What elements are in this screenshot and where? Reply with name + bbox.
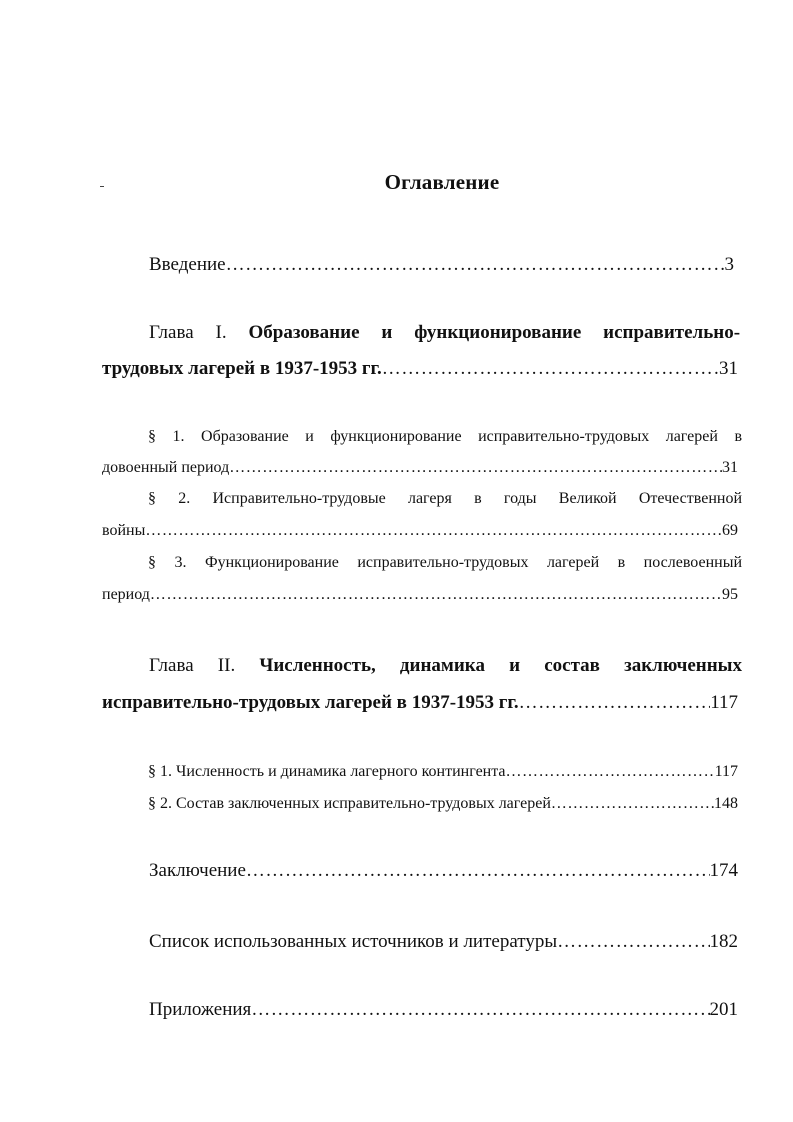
toc-entry-label: Список использованных источников и литературы: [149, 931, 558, 952]
chapter-title-part2: трудовых лагерей в 1937-1953 гг.: [102, 358, 382, 379]
toc-page-number: 117: [714, 763, 738, 780]
toc-entry-label: Заключение: [149, 860, 246, 881]
toc-section-2-2: [148, 795, 738, 813]
toc-page-number: 174: [709, 860, 738, 881]
toc-page-number: 31: [722, 459, 738, 476]
toc-entry-intro: [149, 254, 734, 276]
toc-entry-label: Введение: [149, 254, 226, 275]
dot-leader: [506, 763, 715, 781]
toc-page-number: 117: [710, 692, 738, 713]
chapter-prefix: Глава I.: [149, 322, 227, 343]
dot-leader: [246, 860, 710, 882]
dot-leader: [557, 931, 709, 953]
toc-page-number: 148: [714, 795, 738, 812]
section-title-cont: войны: [102, 522, 146, 539]
dot-leader: [519, 692, 711, 714]
toc-section-2-1: [148, 763, 738, 781]
toc-section-1-2-line1: [148, 490, 742, 508]
dot-leader: [150, 586, 722, 604]
toc-entry-appendix: [149, 999, 738, 1021]
section-title: § 1. Образование и функционирование исправительно-трудовых лагерей в: [148, 428, 742, 445]
dot-leader: [551, 795, 714, 813]
page-title: Оглавление: [384, 170, 500, 194]
toc-chapter-2-line1: [149, 655, 742, 677]
toc-entry-label: Приложения: [149, 999, 252, 1020]
toc-page-number: 95: [722, 586, 738, 603]
dot-leader: [226, 254, 725, 276]
toc-chapter-2-line2: [102, 692, 738, 714]
toc-section-1-2-line2: [102, 522, 738, 540]
toc-chapter-1-line1: [149, 322, 740, 344]
toc-entry-sources: [149, 931, 738, 953]
toc-entry-conclusion: [149, 860, 738, 882]
toc-section-1-1-line1: [148, 428, 742, 446]
toc-section-1-1-line2: [102, 459, 738, 477]
toc-page-number: 31: [719, 358, 738, 379]
toc-section-1-3-line1: [148, 554, 742, 572]
toc-page-number: 69: [722, 522, 738, 539]
dot-leader: [251, 999, 709, 1021]
section-title: § 2. Состав заключенных исправительно-трудовых лагерей: [148, 795, 551, 812]
chapter-title-part2: исправительно-трудовых лагерей в 1937-1953 гг.: [102, 692, 519, 713]
section-title: § 3. Функционирование исправительно-трудовых лагерей в послевоенный: [148, 554, 742, 571]
toc-page-number: 182: [709, 931, 738, 952]
dot-leader: [229, 459, 722, 477]
toc-chapter-1-line2: [102, 358, 738, 380]
toc-page-number: 201: [709, 999, 738, 1020]
toc-section-1-3-line2: [102, 586, 738, 604]
chapter-title-part1: Образование и функционирование исправительно-: [248, 322, 740, 343]
toc-page-number: 3: [724, 254, 734, 275]
section-title-cont: довоенный период: [102, 459, 230, 476]
section-title: § 1. Численность и динамика лагерного контингента: [148, 763, 506, 780]
dot-leader: [382, 358, 719, 380]
section-title: § 2. Исправительно-трудовые лагеря в годы Великой Отечественной: [148, 490, 742, 507]
chapter-prefix: Глава II.: [149, 655, 236, 676]
section-title-cont: период: [102, 586, 150, 603]
chapter-title-part1: Численность, динамика и состав заключенных: [259, 655, 742, 676]
dot-leader: [145, 522, 722, 540]
